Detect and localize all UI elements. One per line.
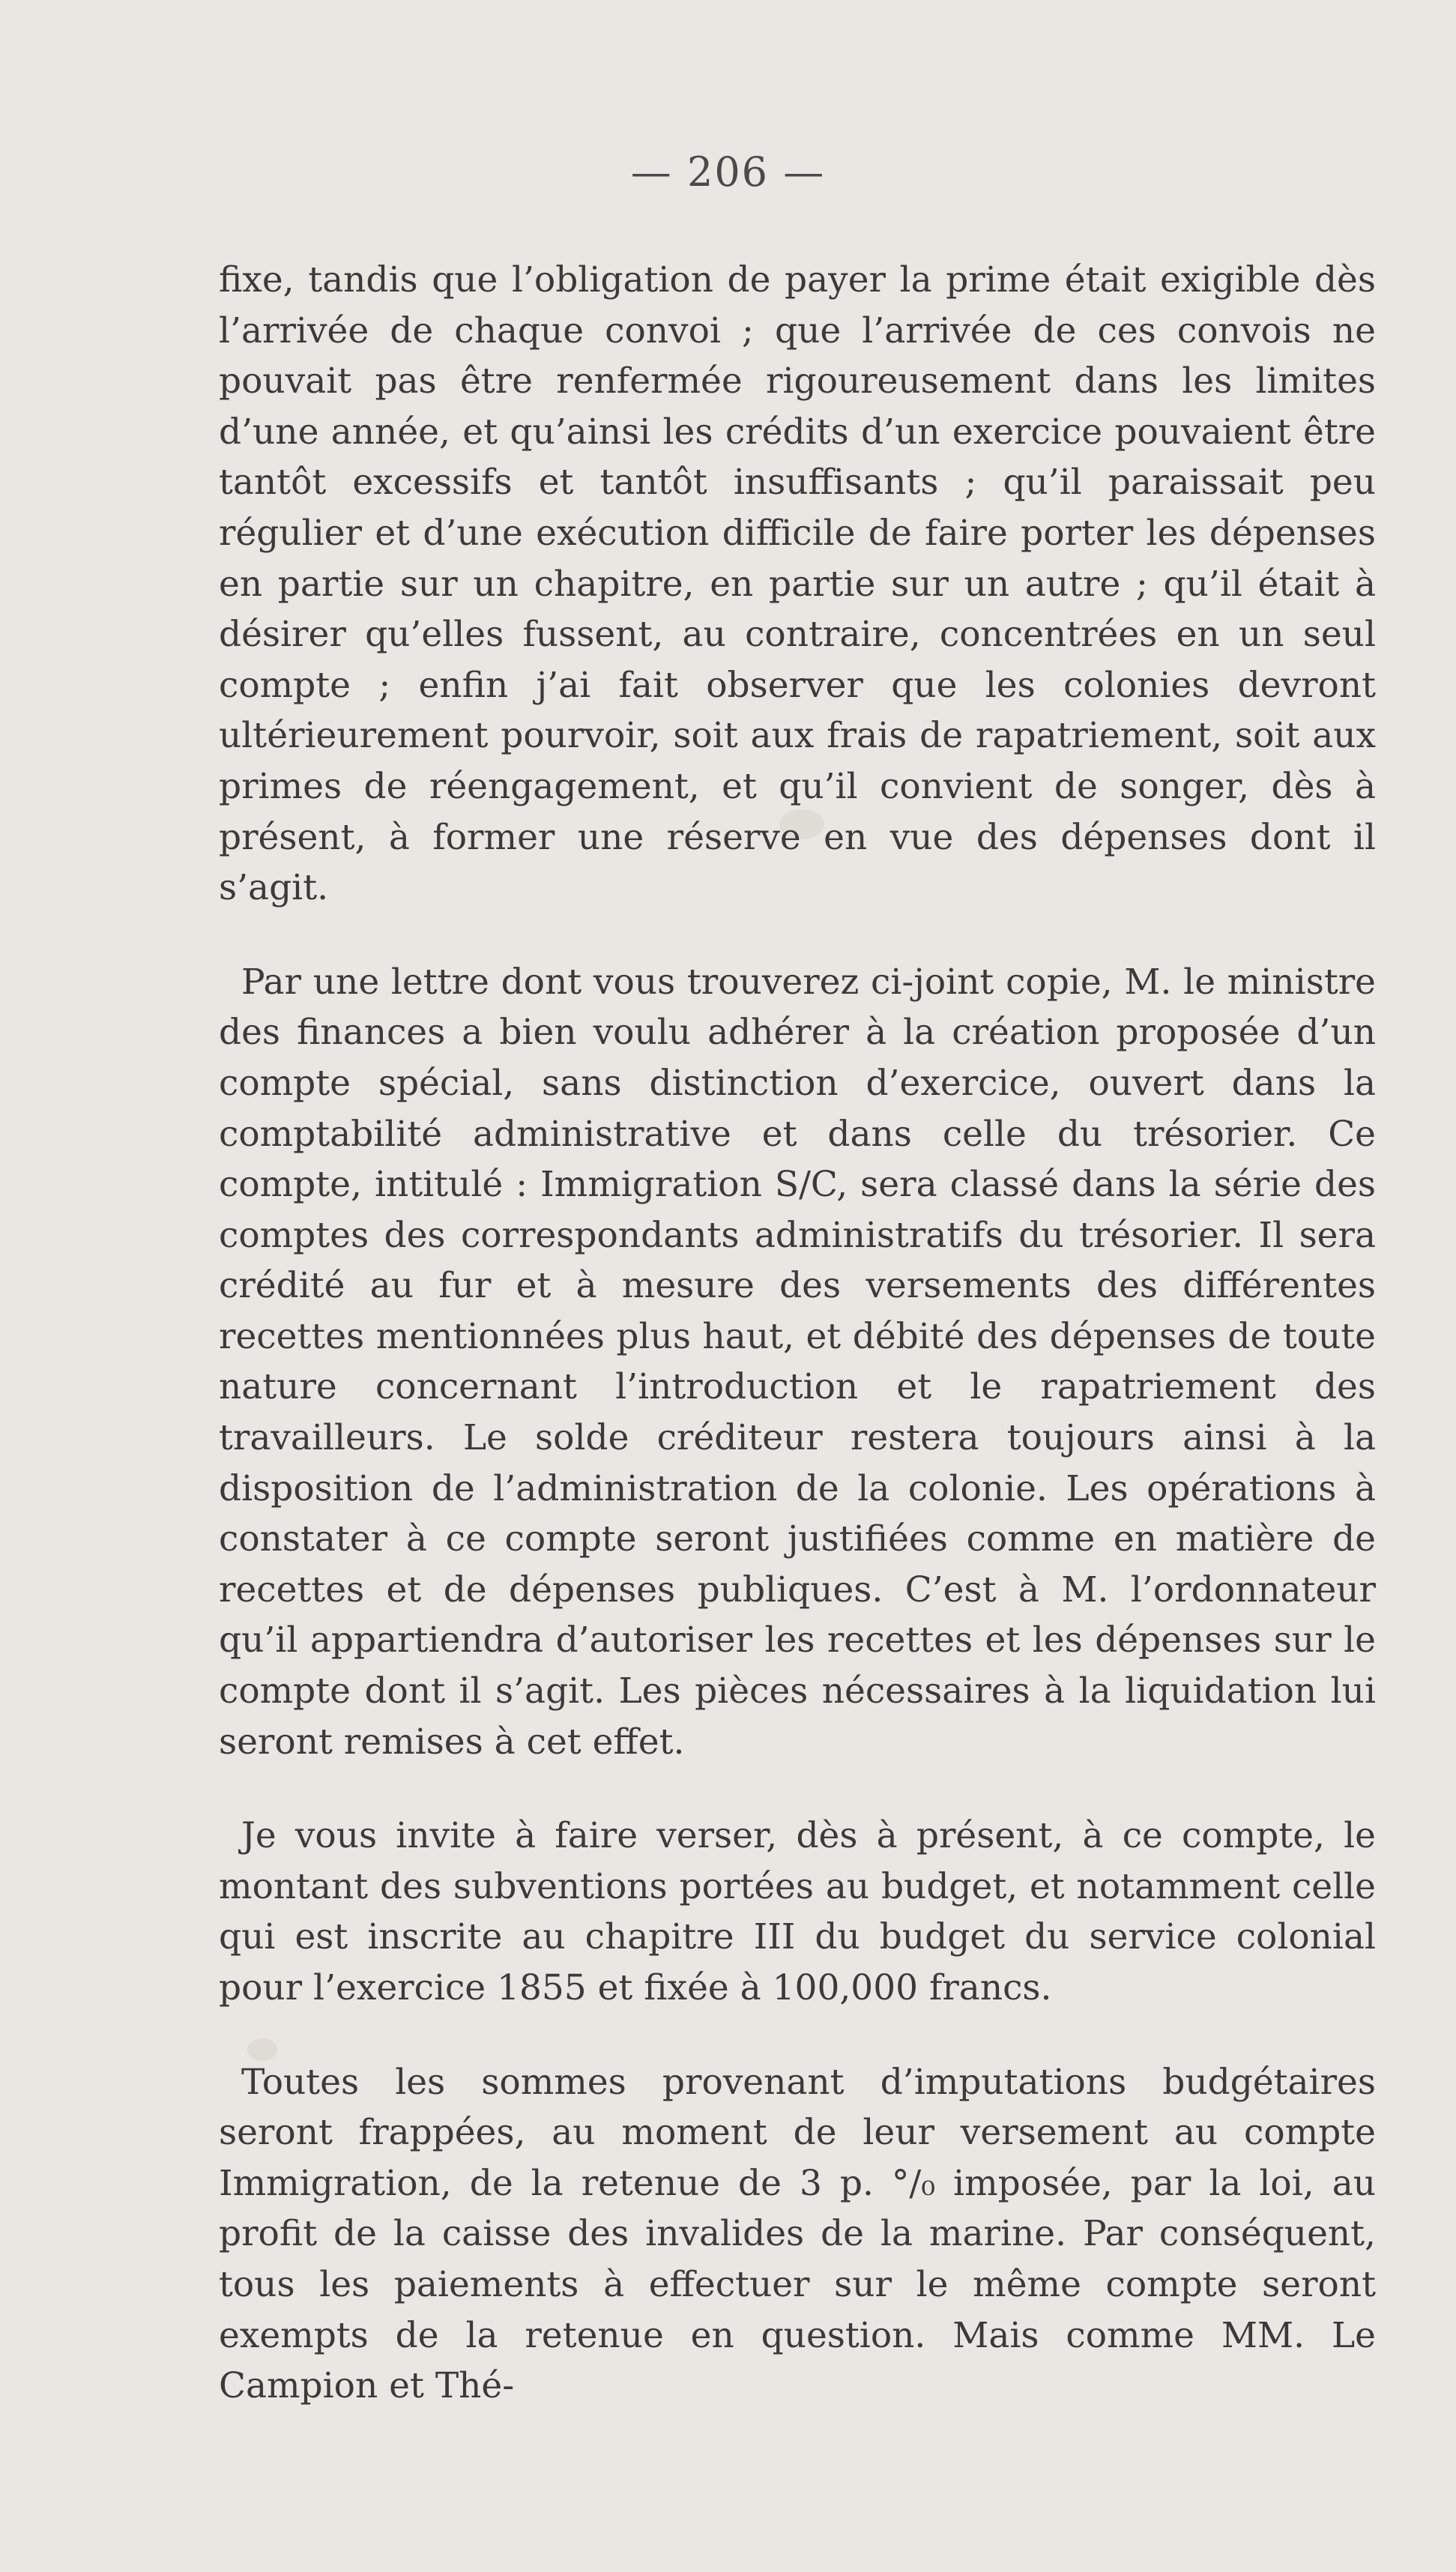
paragraph-continuation: fixe, tandis que l’obligation de payer la prime était exigible dès l’arrivée de chaque convoi ; que l’arrivée de ces convois ne pouvait pas être renfermée rigoureusement dans les limites d’une année, et qu’ainsi les crédits d’un exercice pouvaient être tantôt excessifs et tantôt insuffisants ; qu’il paraissait peu régulier et d’une exécution difficile de faire porter les dépenses en partie sur un chapitre, en partie sur un autre ; qu’il était à désirer qu’elles fussent, au contraire, concentrées en un seul compte ; enfin j’ai fait observer que les colonies devront ultérieurement pourvoir, soit aux frais de rapatriement, soit aux primes de réengagement, et qu’il convient de songer, dès à présent, à former une réserve en vue des dépenses dont il s’agit. [219,259,1376,909]
paragraph: Par une lettre dont vous trouverez ci-joint copie, M. le ministre des finances a bien voulu adhérer à la création proposée d’un compte spécial, sans distinction d’exercice, ouvert dans la comptabilité administrative et dans celle du trésorier. Ce compte, intitulé : Immigration S/C, sera classé dans la série des comptes des correspondants administratifs du trésorier. Il sera crédité au fur et à mesure des versements des différentes recettes mentionnées plus haut, et débité des dépenses de toute nature concernant l’introduction et le rapatriement des travailleurs. Le solde créditeur restera toujours ainsi à la disposition de l’administration de la colonie. Les opérations à constater à ce compte seront justifiées comme en matière de recettes et de dépenses publiques. C’est à M. l’ordonnateur qu’il appartiendra d’autoriser les recettes et les dépenses sur le compte dont il s’agit. Les pièces nécessaires à la liquidation lui seront remises à cet effet. [219,961,1376,1763]
paragraph: Je vous invite à faire verser, dès à présent, à ce compte, le montant des subventions portées au budget, et notamment celle qui est inscrite au chapitre III du budget du service colonial pour l’exercice 1855 et fixée à 100,000 francs. [219,1815,1376,2008]
page-number-header: — 206 — [630,148,826,196]
body-text [219,255,1376,2412]
paragraph: Toutes les sommes provenant d’imputations budgétaires seront frappées, au moment de leur versement au compte Immigration, de la retenue de 3 p. °/₀ imposée, par la loi, au profit de la caisse des invalides de la marine. Par conséquent, tous les paiements à effectuer sur le même compte seront exempts de la retenue en question. Mais comme MM. Le Campion et Thé- [219,2061,1376,2407]
